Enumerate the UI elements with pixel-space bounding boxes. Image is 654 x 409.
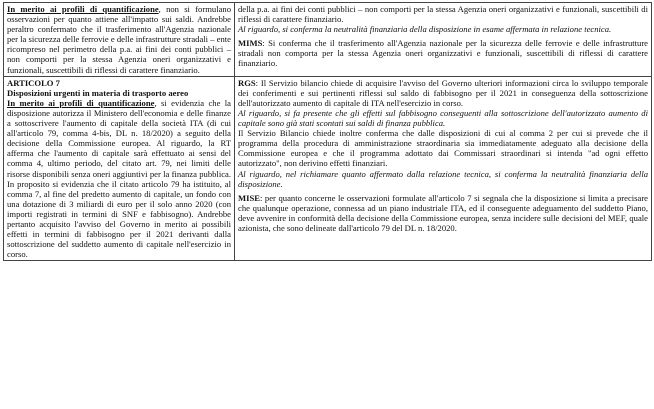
body-text: , non si formulano osservazioni per quanto attiene all'impatto sui saldi. Andrebbe peraltro confermato che il trasferimento all'Agenzia nazionale per la sicurezza delle ferrovie e delle infrastrutture stradali – ente ricompreso nel perimetro della p.a. ai fini dei conti pubblici – non comporti per la stessa Agenzia oneri organizzativi e funzionali, suscettibili di riflessi di carattere finanziario. xyxy=(7,4,231,75)
paragraph xyxy=(238,78,648,108)
paragraph xyxy=(7,98,231,260)
left-cell xyxy=(4,76,235,261)
label-rgs: RGS xyxy=(238,77,256,88)
body-text: : per quanto concerne le osservazioni formulate all'articolo 7 si segnala che la disposizione si limita a precisare che qualunque operazione, connessa ad un piano industriale ITA, ed il conseguente adeguamento del suddetto Piano, deve avvenire in conformità della decisione della Commissione europea, senza incidere sulle decisioni del MEF, quale azionista, che sono delineate dall'articolo 79 del DL n. 18/2020. xyxy=(238,192,648,233)
heading-underlined: In merito ai profili di quantificazione xyxy=(7,4,159,14)
label-mims: MIMS xyxy=(238,38,263,49)
right-cell xyxy=(235,76,652,261)
paragraph xyxy=(238,193,648,233)
table-row xyxy=(4,76,652,261)
body-text: : Si conferma che il trasferimento all'Agenzia nazionale per la sicurezza delle ferrovie e delle infrastrutture stradali non comporta per la stessa Agenzia oneri organizzativi e funzionali, suscettibili di riflessi di carattere finanziario. xyxy=(238,38,648,69)
right-cell xyxy=(235,3,652,77)
label-mise: MISE xyxy=(238,192,260,203)
italic-paragraph: Al riguardo, si conferma la neutralità finanziaria della disposizione in esame affermata in relazione tecnica. xyxy=(238,24,612,35)
body-text: , si evidenzia che la disposizione autorizza il Ministero dell'economia e delle finanze a sottoscrivere l'aumento di capitale della società ITA (di cui all'articolo 79, comma 4-bis, DL n. 18/2020) a seguito della decisione della Commissione europea. Al riguardo, la RT afferma che l'aumento di capitale sarà effettuato ai sensi del comma 4, ultimo periodo, del citato art. 79, nei limiti delle risorse disponibili senza oneri aggiuntivi per la finanza pubblica. In proposito si evidenzia che il citato articolo 79 ha istituito, al comma 7, al fine del predetto aumento di capitale, un fondo con una dotazione di 3 miliardi di euro per il solo anno 2020 (con importi registrati in termini di SNF e fabbisogno). Andrebbe pertanto acquisito l'avviso del Governo in merito ai possibili effetti in termini di fabbisogno per il 2021 derivanti dalla sottoscrizione del suddetto aumento di capitale nell'esercizio in corso. xyxy=(7,97,231,260)
left-cell xyxy=(4,3,235,77)
paragraph: Il Servizio Bilancio chiede inoltre conferma che dalle disposizioni di cui al comma 2 per cui si prevede che il programma della procedura di amministrazione straordinaria sia immediatamente adeguato alla decisione della Commissione europea e che il programma adottato dai Commissari straordinari si intenda "ad ogni effetto autorizzato", non derivino effetti finanziari. xyxy=(238,128,648,169)
document-table xyxy=(3,2,652,261)
article-title: ARTICOLO 7 xyxy=(7,77,60,88)
article-subtitle: Disposizioni urgenti in materia di trasporto aereo xyxy=(7,87,189,98)
paragraph xyxy=(7,4,231,75)
paragraph xyxy=(238,38,648,68)
paragraph: della p.a. ai fini dei conti pubblici – non comporti per la stessa Agenzia oneri organizzativi e funzionali, suscettibili di riflessi di carattere finanziario. xyxy=(238,4,648,25)
body-text: : Il Servizio bilancio chiede di acquisire l'avviso del Governo ulteriori informazioni circa lo sviluppo temporale dei conferimenti e sui pertinenti riflessi sul saldo di fabbisogno per il 2021 in conseguenza della sottoscrizione dell'autorizzato aumento di capitale di ITA nell'esercizio in corso. xyxy=(238,77,648,108)
table-row xyxy=(4,3,652,77)
italic-paragraph: Al riguardo, si fa presente che gli effetti sul fabbisogno conseguenti alla sottoscrizione dell'autorizzato aumento di capitale sono già stati scontati sui saldi di finanza pubblica. xyxy=(238,107,648,129)
italic-paragraph: Al riguardo, nel richiamare quanto affermato dalla relazione tecnica, si conferma la neutralità finanziaria della disposizione. xyxy=(238,168,648,189)
heading-underlined: In merito ai profili di quantificazione xyxy=(7,97,155,108)
